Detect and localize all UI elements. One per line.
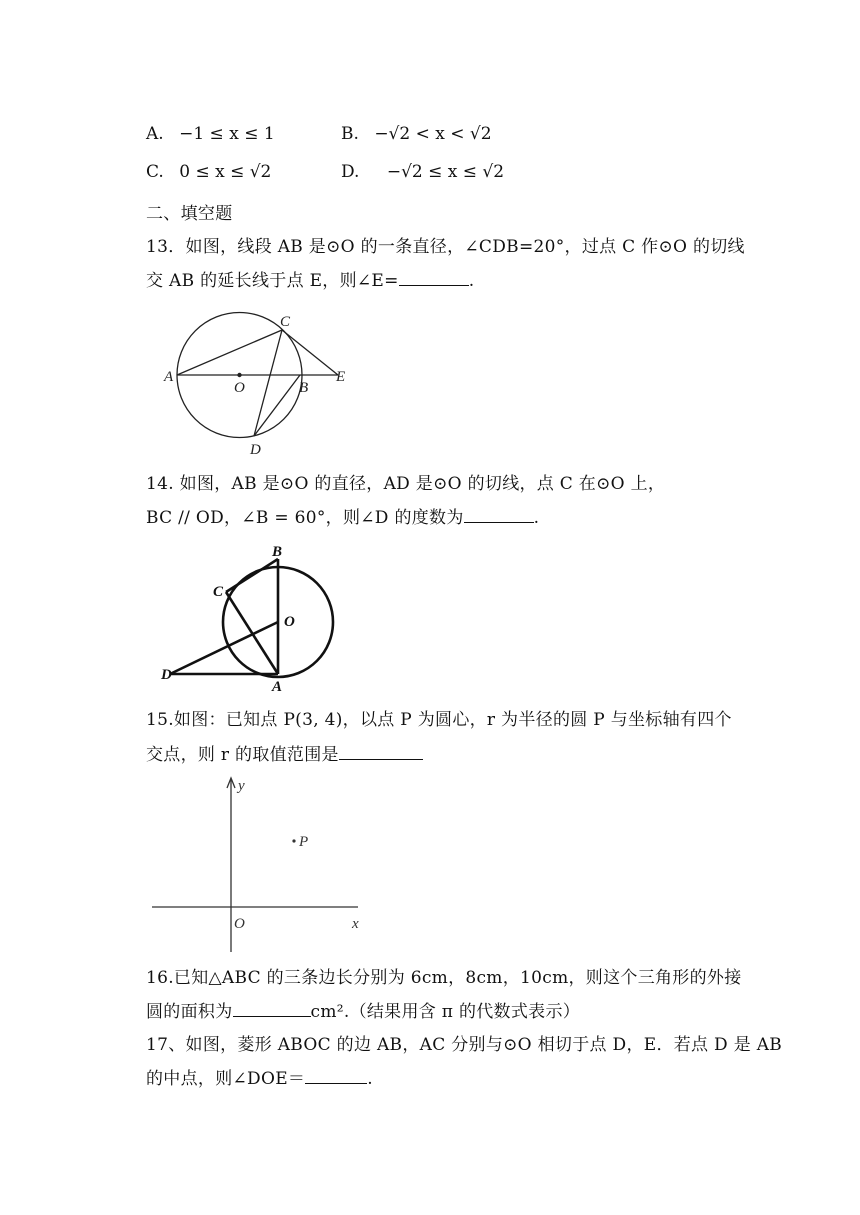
option-text: −√2 ≤ x ≤ √2 (386, 162, 505, 182)
q13-tangent-ce (282, 330, 338, 375)
q16-line2 (146, 1000, 580, 1024)
q13-label-o: O (234, 380, 245, 396)
q15-point-p (292, 839, 295, 842)
q13-chord-ac (177, 330, 282, 375)
q15-line1: 15.如图：已知点 P(3, 4)，以点 P 为圆心，r 为半径的圆 P 与坐标轴有四个 (146, 710, 732, 730)
q14-label-b: B (272, 544, 283, 560)
q15-label-p: P (299, 834, 309, 850)
option-letter: A. (146, 124, 164, 144)
q14-chord-ca (226, 592, 278, 674)
q13-chord-cd (254, 330, 282, 436)
option-text: −1 ≤ x ≤ 1 (179, 124, 275, 144)
q17-end: . (367, 1069, 373, 1089)
q13-label-b: B (299, 380, 309, 396)
q13-center-dot (237, 373, 241, 377)
q17-line1: 17、如图，菱形 ABOC 的边 AB，AC 分别与⊙O 相切于点 D，E．若点 D 是 AB (146, 1035, 783, 1055)
q15-label-o: O (234, 916, 245, 932)
q16-line1: 16.已知△ABC 的三条边长分别为 6cm，8cm，10cm，则这个三角形的外接 (146, 968, 742, 988)
q14-label-d: D (161, 667, 172, 683)
q14-figure (158, 542, 348, 692)
q14-label-o: O (284, 614, 295, 630)
option-b (341, 122, 492, 146)
q16-text: 圆的面积为 (146, 1002, 233, 1022)
q13-figure (160, 308, 360, 458)
option-text: 0 ≤ x ≤ √2 (179, 162, 272, 182)
q13-answer-blank (399, 269, 469, 286)
option-letter: D. (341, 162, 360, 182)
q15-line2 (146, 743, 423, 767)
q14-line1: 14. 如图，AB 是⊙O 的直径，AD 是⊙O 的切线，点 C 在⊙O 上， (146, 474, 666, 494)
q13-end: . (468, 271, 475, 291)
q14-answer-blank (464, 506, 534, 523)
q14-end: . (533, 508, 540, 528)
option-a (146, 122, 275, 146)
q13-label-d: D (250, 442, 261, 458)
q15-figure (150, 772, 370, 957)
q15-answer-blank (339, 743, 423, 760)
q14-chord-cb (226, 559, 278, 592)
option-d (341, 160, 504, 184)
q13-line1: 13．如图，线段 AB 是⊙O 的一条直径，∠CDB=20°，过点 C 作⊙O 的切线 (146, 237, 745, 257)
option-c (146, 160, 271, 184)
option-text: −√2 < x < √2 (374, 124, 492, 144)
q17-line2 (146, 1067, 373, 1091)
q14-label-c: C (213, 584, 224, 600)
q17-text: 的中点，则∠DOE＝ (146, 1069, 306, 1089)
q15-label-x: x (352, 916, 359, 932)
q14-text: BC // OD，∠B = 60°，则∠D 的度数为 (146, 508, 464, 528)
q17-answer-blank (305, 1067, 367, 1084)
q13-chord-db (254, 375, 300, 436)
option-letter: B. (341, 124, 359, 144)
q15-label-y: y (238, 778, 245, 794)
option-letter: C. (146, 162, 164, 182)
q13-text: 交 AB 的延长线于点 E，则∠E= (146, 271, 399, 291)
q13-label-a: A (164, 369, 174, 385)
q13-label-c: C (280, 314, 291, 330)
q14-line2 (146, 506, 539, 530)
q13-label-e: E (336, 369, 346, 385)
q14-label-a: A (272, 679, 283, 692)
q16-note: .（结果用含 π 的代数式表示） (343, 1002, 581, 1022)
q15-text: 交点，则 r 的取值范围是 (146, 745, 339, 765)
q16-unit: cm² (310, 1002, 344, 1022)
q13-line2 (146, 269, 474, 293)
q16-answer-blank (233, 1000, 311, 1017)
section-title: 二、填空题 (146, 204, 233, 224)
